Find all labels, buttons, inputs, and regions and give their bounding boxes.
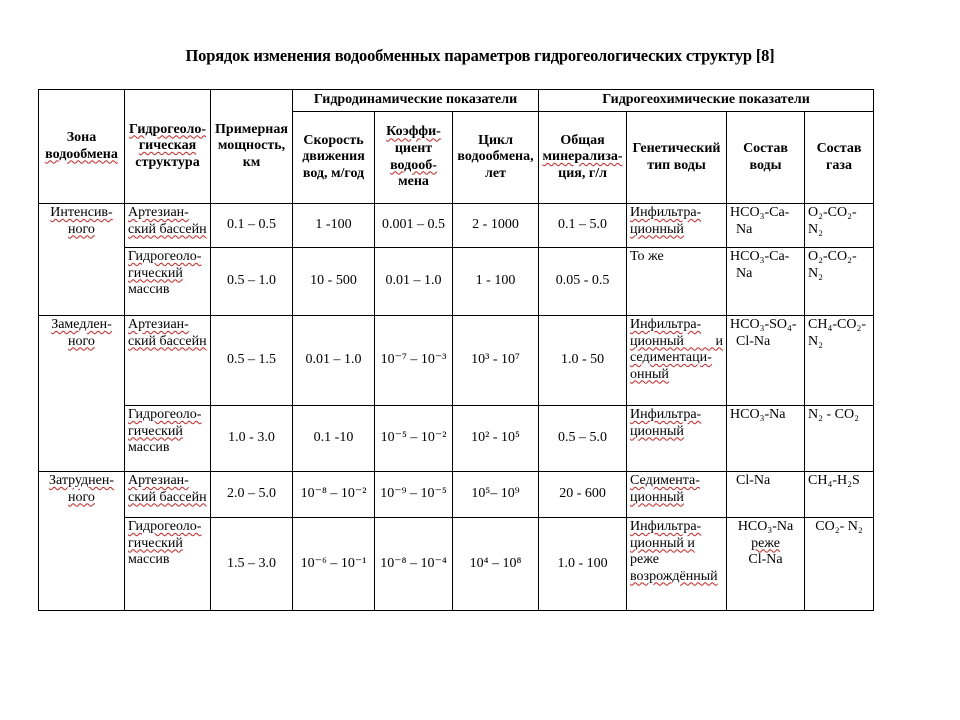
table-row xyxy=(39,472,874,518)
cell-cycle: 2 - 1000 xyxy=(453,204,539,248)
cell-mineral: 0.5 – 5.0 xyxy=(539,406,627,472)
structure-massif: Гидрогеоло- гический массив xyxy=(125,406,211,472)
cell-coef: 10⁻⁹ – 10⁻⁵ xyxy=(375,472,453,518)
cell-speed: 0.01 – 1.0 xyxy=(293,316,375,406)
cell-gas: CH₄-H₂S xyxy=(805,472,874,518)
zone-intensive: Интенсив- ного xyxy=(39,204,125,316)
structure-basin: Артезиан- ский бассейн xyxy=(125,472,211,518)
cell-speed: 10⁻⁶ – 10⁻¹ xyxy=(293,518,375,611)
zone-slowed: Замедлен- ного xyxy=(39,316,125,472)
cell-speed: 1 -100 xyxy=(293,204,375,248)
cell-genetic: Седимента- ционный xyxy=(627,472,727,518)
structure-massif: Гидрогеоло- гический массив xyxy=(125,518,211,611)
cell-thickness: 2.0 – 5.0 xyxy=(211,472,293,518)
table-row xyxy=(39,406,874,472)
cell-water: HCO₃-Ca- Na xyxy=(727,248,805,316)
cell-water: HCO₃-SO₄- Cl-Na xyxy=(727,316,805,406)
cell-water: Cl-Na xyxy=(727,472,805,518)
header-gas-comp: Состав газа xyxy=(805,112,874,204)
cell-coef: 0.001 – 0.5 xyxy=(375,204,453,248)
cell-mineral: 0.05 - 0.5 xyxy=(539,248,627,316)
page-title: Порядок изменения водообменных параметров гидрогеологических структур [8] xyxy=(185,46,775,65)
cell-gas: O₂-CO₂-N₂ xyxy=(805,204,874,248)
cell-mineral: 1.0 - 100 xyxy=(539,518,627,611)
cell-speed: 0.1 -10 xyxy=(293,406,375,472)
structure-basin: Артезиан- ский бассейн xyxy=(125,204,211,248)
cell-cycle: 10⁵– 10⁹ xyxy=(453,472,539,518)
cell-genetic: Инфильтра- ционный xyxy=(627,204,727,248)
cell-genetic: Инфильтра- ционный xyxy=(627,406,727,472)
cell-gas: CH₄-CO₂-N₂ xyxy=(805,316,874,406)
header-water-comp: Состав воды xyxy=(727,112,805,204)
header-row-groups xyxy=(39,90,874,112)
header-cycle: Цикл водообмена, лет xyxy=(453,112,539,204)
header-group-hydrochemical: Гидрогеохимические показатели xyxy=(539,90,874,112)
cell-thickness: 1.0 - 3.0 xyxy=(211,406,293,472)
table-row xyxy=(39,248,874,316)
header-thickness: Примерная мощность, км xyxy=(211,90,293,204)
cell-cycle: 1 - 100 xyxy=(453,248,539,316)
cell-cycle: 10⁴ – 10⁸ xyxy=(453,518,539,611)
cell-water: HCO₃-Ca- Na xyxy=(727,204,805,248)
cell-coef: 10⁻⁸ – 10⁻⁴ xyxy=(375,518,453,611)
header-genetic: Генетический тип воды xyxy=(627,112,727,204)
data-table xyxy=(38,89,874,611)
table-row xyxy=(39,204,874,248)
cell-coef: 10⁻⁵ – 10⁻² xyxy=(375,406,453,472)
cell-coef: 0.01 – 1.0 xyxy=(375,248,453,316)
header-group-hydrodynamic: Гидродинамические показатели xyxy=(293,90,539,112)
cell-speed: 10 - 500 xyxy=(293,248,375,316)
cell-speed: 10⁻⁸ – 10⁻² xyxy=(293,472,375,518)
header-structure: Гидрогеоло- гическая структура xyxy=(125,90,211,204)
header-mineral: Общая минерализа- ция, г/л xyxy=(539,112,627,204)
header-speed: Скорость движения вод, м/год xyxy=(293,112,375,204)
cell-genetic: Инфильтра- ционный и седиментаци- онный xyxy=(627,316,727,406)
cell-cycle: 10² - 10⁵ xyxy=(453,406,539,472)
cell-gas: O₂-CO₂-N₂ xyxy=(805,248,874,316)
cell-water: HCO₃-Na xyxy=(727,406,805,472)
cell-mineral: 1.0 - 50 xyxy=(539,316,627,406)
cell-water: HCO₃-Na реже Cl-Na xyxy=(727,518,805,611)
cell-cycle: 10³ - 10⁷ xyxy=(453,316,539,406)
cell-genetic: То же xyxy=(627,248,727,316)
cell-gas: N₂ - CO₂ xyxy=(805,406,874,472)
zone-hindered: Затруднен- ного xyxy=(39,472,125,611)
cell-coef: 10⁻⁷ – 10⁻³ xyxy=(375,316,453,406)
structure-massif: Гидрогеоло- гический массив xyxy=(125,248,211,316)
cell-thickness: 0.5 – 1.5 xyxy=(211,316,293,406)
cell-genetic: Инфильтра- ционный и реже возрождённый xyxy=(627,518,727,611)
table-row xyxy=(39,316,874,406)
cell-thickness: 0.5 – 1.0 xyxy=(211,248,293,316)
cell-mineral: 0.1 – 5.0 xyxy=(539,204,627,248)
cell-mineral: 20 - 600 xyxy=(539,472,627,518)
cell-thickness: 0.1 – 0.5 xyxy=(211,204,293,248)
cell-gas: CO₂- N₂ xyxy=(805,518,874,611)
structure-basin: Артезиан- ский бассейн xyxy=(125,316,211,406)
cell-thickness: 1.5 – 3.0 xyxy=(211,518,293,611)
table-row xyxy=(39,518,874,611)
header-coef: Коэффи- циент водооб- мена xyxy=(375,112,453,204)
header-zone: Зона водообмена xyxy=(39,90,125,204)
